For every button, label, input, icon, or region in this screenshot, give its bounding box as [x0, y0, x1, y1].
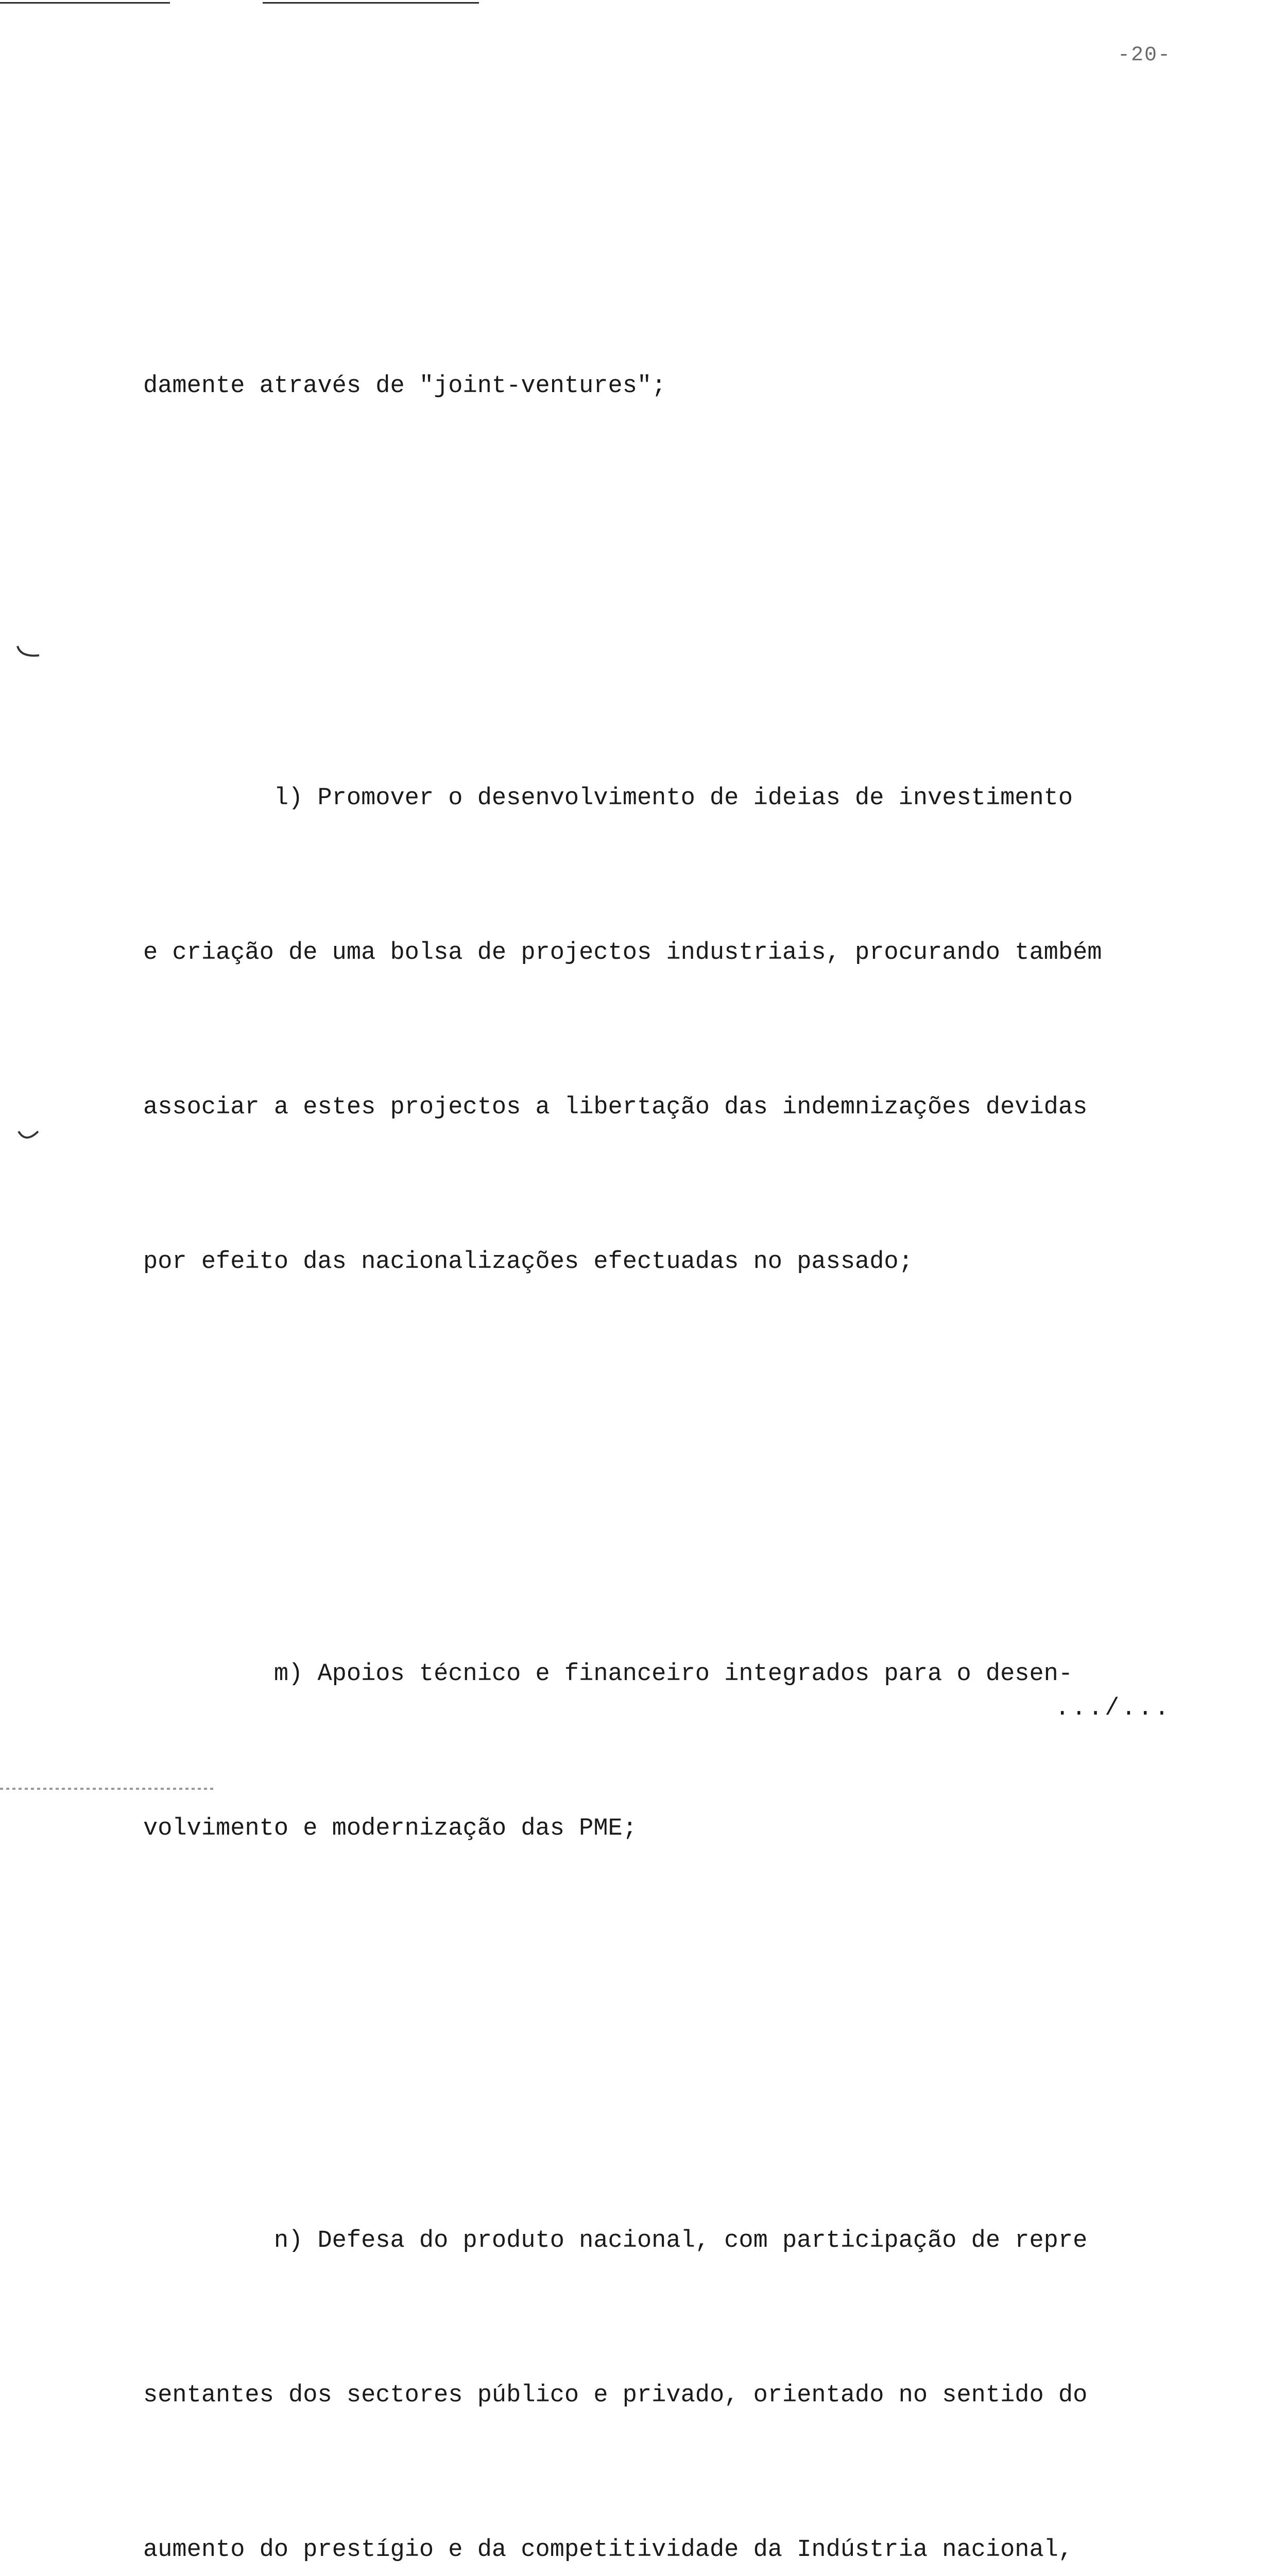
text-line: por efeito das nacionalizações efectuadas no passado; — [143, 1248, 913, 1276]
scan-artifact — [0, 1788, 216, 1790]
text-line: sentantes dos sectores público e privado, orientado no sentido do — [143, 2382, 1088, 2409]
text-line: l) Promover o desenvolvimento de ideias de investimento — [143, 785, 1073, 812]
paragraph-item-m — [143, 1546, 1194, 1958]
continuation-marker: .../... — [1055, 1695, 1171, 1722]
text-line: e criação de uma bolsa de projectos industriais, procurando também — [143, 939, 1102, 967]
paragraph — [143, 258, 1194, 515]
text-line: m) Apoios técnico e financeiro integrados para o desen- — [143, 1660, 1073, 1688]
top-rule-right — [263, 2, 479, 4]
text-line: damente através de "joint-ventures"; — [143, 372, 666, 400]
page-number: -20- — [1117, 44, 1171, 67]
text-line: n) Defesa do produto nacional, com participação de repre — [143, 2227, 1088, 2255]
paragraph-item-l — [143, 670, 1194, 1391]
text-line: associar a estes projectos a libertação das indemnizações devidas — [143, 1094, 1088, 1121]
text-line: volvimento e modernização das PME; — [143, 1815, 637, 1842]
top-rule-left — [0, 2, 170, 4]
margin-tick-mark — [15, 644, 41, 659]
margin-check-mark — [15, 1128, 41, 1144]
body-text — [143, 155, 1194, 2576]
paragraph-item-n — [143, 2112, 1194, 2576]
text-line: aumento do prestígio e da competitividade da Indústria nacional, — [143, 2536, 1073, 2564]
